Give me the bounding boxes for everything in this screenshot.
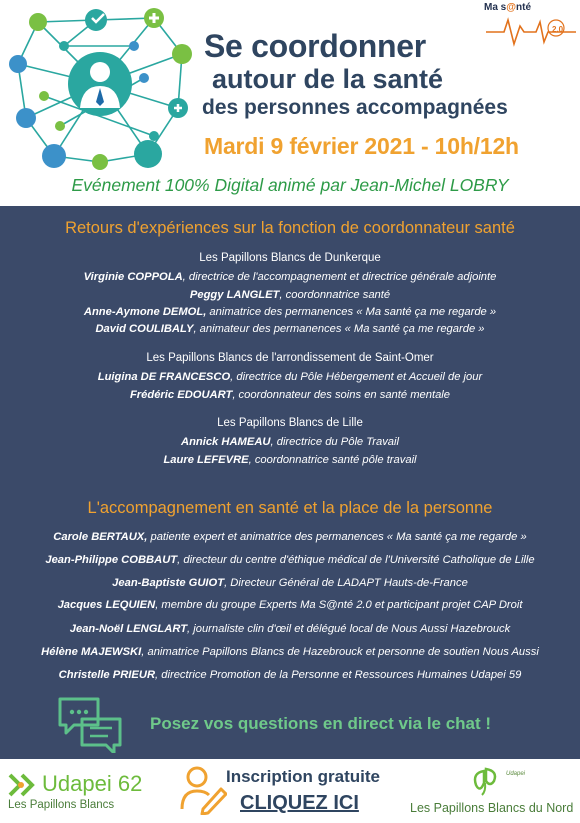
heartbeat-icon: [484, 14, 578, 48]
chat-invitation: Posez vos questions en direct via le chat !: [150, 714, 492, 733]
speaker-line: Virginie COPPOLA, directrice de l'accompagnement et directrice générale adjointe: [83, 271, 497, 283]
section-title-experiences: Retours d'expériences sur la fonction de coordonnateur santé: [65, 219, 515, 237]
speaker-line: Jean-Philippe COBBAUT, directeur du centre d'éthique médical de l'Université Catholique de Lille: [45, 554, 535, 566]
speaker-line: Hélène MAJEWSKI, animatrice Papillons Blancs de Hazebrouck et personne de soutien Nous Aussi: [41, 646, 539, 658]
udapei-name: Udapei 62: [42, 771, 143, 796]
title-line-2: autour de la santé: [212, 64, 444, 94]
butterfly-icon: [8, 773, 38, 797]
speaker-line: Peggy LANGLET, coordonnatrice santé: [189, 289, 391, 301]
pbn-udapei-label: Udapei: [506, 771, 526, 777]
speaker-line: Jean-Noël LENGLART, journaliste clin d'œil et délégué local de Nous Aussi Hazebrouck: [69, 623, 511, 635]
speaker-line: Jacques LEQUIEN, membre du groupe Experts Ma S@nté 2.0 et participant projet CAP Droit: [57, 599, 523, 611]
udapei-62-logo: [8, 769, 168, 815]
speaker-line: Laure LEFEVRE, coordonnatrice santé pôle travail: [163, 454, 417, 466]
speaker-line: David COULIBALY, animateur des permanences « Ma santé ça me regarde »: [95, 323, 485, 335]
udapei-subtitle: Les Papillons Blancs: [8, 799, 115, 811]
title-line-3: des personnes accompagnées: [202, 96, 508, 119]
speaker-line: Christelle PRIEUR, directrice Promotion de la Personne et Ressources Humaines Udapei 59: [58, 669, 522, 681]
speaker-line: Frédéric EDOUART, coordonnateur des soins en santé mentale: [129, 389, 451, 401]
chat-icon: [56, 695, 124, 753]
header: [0, 0, 580, 205]
speaker-line: Carole BERTAUX, patiente expert et animatrice des permanences « Ma santé ça me regarde »: [53, 531, 527, 543]
svg-text:2.0: 2.0: [552, 25, 564, 34]
speaker-line: Luigina DE FRANCESCO, directrice du Pôle Hébergement et Accueil de jour: [97, 371, 483, 383]
registration-icon: [179, 765, 227, 815]
register-link[interactable]: CLIQUEZ ICI: [240, 792, 359, 814]
health-network-icon: [4, 6, 200, 172]
org-saint-omer: Les Papillons Blancs de l'arrondissement de Saint-Omer: [146, 352, 434, 364]
papillons-blancs-nord-logo: [410, 767, 578, 819]
speaker-line: Annick HAMEAU, directrice du Pôle Travail: [180, 436, 399, 448]
ma-sante-logo-text: Ma s@nté: [484, 2, 531, 13]
event-date: Mardi 9 février 2021 - 10h/12h: [204, 133, 519, 159]
event-subtitle: Evénement 100% Digital animé par Jean-Michel LOBRY: [71, 175, 509, 195]
inscription-title: Inscription gratuite: [226, 767, 380, 786]
pbn-name: Les Papillons Blancs du Nord: [410, 801, 574, 815]
org-lille: Les Papillons Blancs de Lille: [217, 417, 363, 429]
ma-sante-logo: [484, 2, 578, 48]
butterfly-icon: [468, 767, 504, 797]
org-dunkerque: Les Papillons Blancs de Dunkerque: [199, 252, 381, 264]
footer: [0, 759, 580, 823]
speaker-line: Anne-Aymone DEMOL, animatrice des permanences « Ma santé ça me regarde »: [83, 306, 497, 318]
title-line-1: Se coordonner: [204, 28, 426, 64]
section-title-accompagnement: L'accompagnement en santé et la place de la personne: [87, 499, 493, 517]
speaker-line: Jean-Baptiste GUIOT, Directeur Général de LADAPT Hauts-de-France: [112, 577, 468, 589]
speakers-panel: [0, 206, 580, 759]
